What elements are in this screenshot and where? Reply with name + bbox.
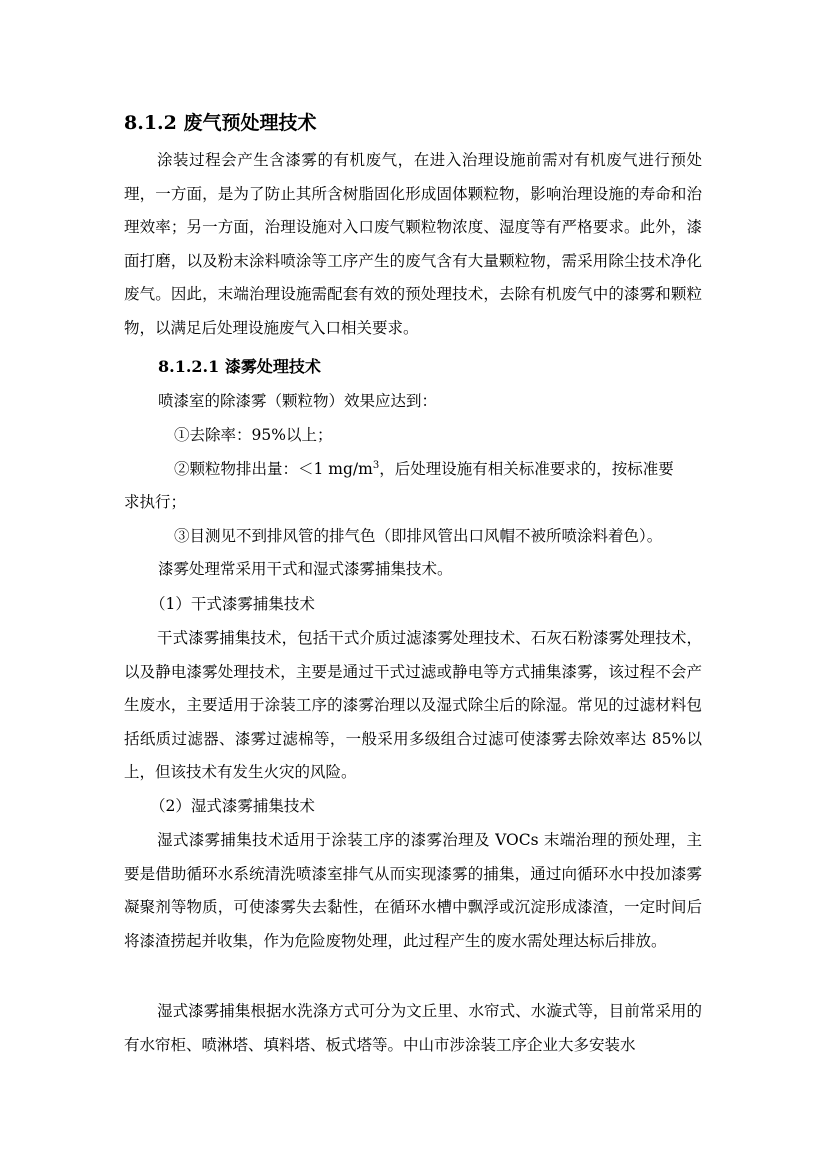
requirement-1: ①去除率：95%以上； — [174, 426, 333, 444]
requirements-lead: 喷漆室的除漆雾（颗粒物）效果应达到： — [158, 392, 438, 410]
wet-technique-paragraph: 湿式漆雾捕集技术适用于涂装工序的漆雾治理及 VOCs 末端治理的预处理，主要是借助循环水系统清洗喷漆室排气从而实现漆雾的捕集，通过向循环水中投加漆雾凝聚剂等物质，可使漆雾失去黏性，在循环水槽中飘浮或沉淀形成漆渣，一定时间后将漆渣捞起并收集，作为危险废物处理，此过程产生的废水需处理达标后排放。 — [124, 831, 702, 950]
requirement-2-prefix: ②颗粒物排出量：＜1 mg/m — [174, 460, 373, 478]
subsection-heading: 8.1.2.1 漆雾处理技术 — [158, 357, 321, 376]
requirement-2 — [174, 453, 674, 486]
section-heading: 8.1.2 废气预处理技术 — [124, 112, 317, 134]
wet-technique-paragraph-2: 湿式漆雾捕集根据水洗涤方式可分为文丘里、水帘式、水漩式等，目前常采用的有水帘柜、喷淋塔、填料塔、板式塔等。中山市涉涂装工序企业大多安装水 — [124, 1002, 702, 1054]
intro-paragraph: 涂装过程会产生含漆雾的有机废气，在进入治理设施前需对有机废气进行预处理，一方面，是为了防止其所含树脂固化形成固体颗粒物，影响治理设施的寿命和治理效率；另一方面，治理设施对入口废气颗粒物浓度、湿度等有严格要求。此外，漆面打磨，以及粉末涂料喷涂等工序产生的废气含有大量颗粒物，需采用除尘技术净化废气。因此，末端治理设施需配套有效的预处理技术，去除有机废气中的漆雾和颗粒物，以满足后处理设施废气入口相关要求。 — [124, 151, 702, 337]
dry-technique-paragraph: 干式漆雾捕集技术，包括干式介质过滤漆雾处理技术、石灰石粉漆雾处理技术，以及静电漆雾处理技术，主要是通过干式过滤或静电等方式捕集漆雾，该过程不会产生废水，主要适用于涂装工序的漆雾治理以及湿式除尘后的除湿。常见的过滤材料包括纸质过滤器、漆雾过滤棉等，一般采用多级组合过滤可使漆雾去除效率达 85%以上，但该技术有发生火灾的风险。 — [124, 629, 702, 781]
wet-technique-title: （2）湿式漆雾捕集技术 — [150, 797, 315, 815]
requirement-2-continuation: 求执行； — [124, 493, 187, 511]
requirement-3: ③目测见不到排风管的排气色（即排风管出口风帽不被所喷涂料着色）。 — [174, 527, 663, 545]
technique-summary: 漆雾处理常采用干式和湿式漆雾捕集技术。 — [158, 560, 453, 578]
requirement-2-suffix: ，后处理设施有相关标准要求的，按标准要 — [379, 460, 674, 478]
requirement-2-superscript: 3 — [372, 459, 380, 471]
dry-technique-title: （1）干式漆雾捕集技术 — [150, 595, 315, 613]
